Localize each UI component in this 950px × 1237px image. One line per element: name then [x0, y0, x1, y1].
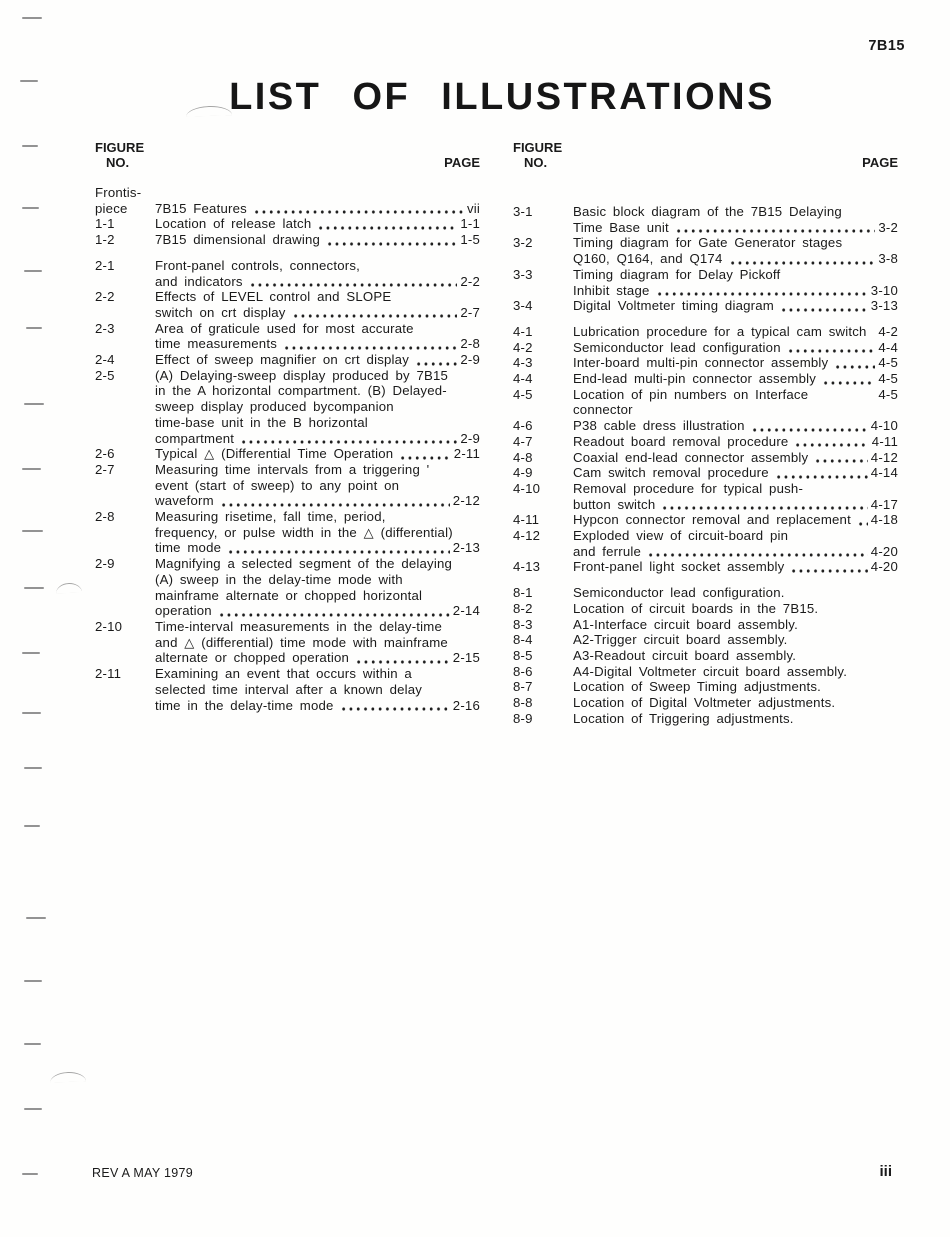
dot-leader: [340, 698, 450, 714]
figure-number: 2-3: [95, 320, 115, 336]
title-text: Examining an event that occurs within a: [155, 666, 412, 682]
title-text: Readout board removal procedure: [573, 433, 789, 449]
figure-title: [573, 601, 898, 617]
dot-leader: [794, 434, 868, 450]
dot-leader: [751, 418, 868, 434]
scan-dash-mark: [20, 80, 38, 82]
title-text: A2-Trigger circuit board assembly.: [573, 632, 788, 648]
toc-entry: [513, 559, 898, 575]
figure-title: [573, 450, 898, 466]
figure-number: 4-2: [513, 339, 533, 355]
title-text: selected time interval after a known delay: [155, 681, 423, 697]
toc-entry: [513, 371, 898, 387]
no-header-label: NO.: [106, 155, 130, 170]
dot-leader: [253, 201, 464, 217]
figure-number: 8-1: [513, 585, 533, 601]
figure-number: 4-11: [513, 512, 540, 528]
page-number: 2-9: [460, 352, 480, 368]
figure-title: [155, 201, 480, 217]
dot-leader: [647, 544, 868, 560]
figure-number: 2-5: [95, 367, 115, 383]
page-title: LIST OF ILLUSTRATIONS: [229, 76, 775, 118]
figure-number: 4-1: [513, 323, 533, 339]
toc-entry: [95, 619, 480, 666]
figure-title: [155, 666, 480, 713]
title-text: (A) Delaying-sweep display produced by 7B15: [155, 367, 449, 383]
title-text: Location of release latch: [155, 216, 312, 232]
doc-reference: 7B15: [868, 38, 905, 54]
column-header: [95, 140, 480, 170]
title-text: Digital Voltmeter timing diagram: [573, 298, 774, 314]
toc-entries: [513, 204, 898, 727]
title-text: Time-interval measurements in the delay-time: [155, 618, 443, 634]
page-number: 2-11: [453, 446, 480, 462]
dot-leader: [415, 352, 457, 368]
toc-entry: [513, 648, 898, 664]
title-text: Semiconductor lead configuration: [573, 339, 781, 355]
figure-number: 2-7: [95, 461, 115, 477]
toc-entry: [95, 232, 480, 248]
page-number: 2-2: [460, 273, 480, 289]
toc-entry: [513, 617, 898, 633]
figure-number: 4-10: [513, 480, 541, 496]
dot-leader: [729, 251, 876, 267]
no-header-label: NO.: [524, 155, 548, 170]
title-text: time measurements: [155, 336, 277, 352]
title-text: Location of pin numbers on Interface connector: [573, 386, 815, 418]
figure-title: [155, 368, 480, 447]
dot-leader: [292, 305, 458, 321]
title-text: Exploded view of circuit-board pin: [573, 528, 789, 544]
toc-entry: [513, 512, 898, 528]
figure-no-header: [513, 140, 562, 170]
scan-dash-mark: [24, 403, 44, 405]
title-text: operation: [155, 603, 212, 619]
title-text: time in the delay-time mode: [155, 697, 334, 713]
title-text: button switch: [573, 496, 656, 512]
dot-leader: [790, 559, 867, 575]
figure-title: [573, 204, 898, 235]
page-number: 2-16: [452, 697, 480, 713]
figure-number: 2-9: [95, 556, 115, 572]
title-text: Measuring time intervals from a triggering ': [155, 461, 430, 477]
figure-number: 4-12: [513, 528, 541, 544]
figure-title: [573, 418, 898, 434]
figure-number: 1-1: [95, 216, 115, 232]
figure-no-header: [95, 140, 144, 170]
page-number: vii: [466, 200, 480, 216]
dot-leader: [220, 493, 450, 509]
figure-title: [573, 559, 898, 575]
title-text: Semiconductor lead configuration.: [573, 585, 785, 601]
toc-entry: [513, 324, 898, 340]
scan-dash-mark: [24, 587, 44, 589]
figure-title: [155, 556, 480, 619]
figure-title: [573, 679, 898, 695]
figure-title: [573, 695, 898, 711]
scan-curve-mark: [50, 1071, 86, 1082]
figure-number: 8-3: [513, 616, 533, 632]
toc-entry: [95, 462, 480, 509]
scan-dash-mark: [22, 145, 38, 147]
title-text: Typical △ (Differential Time Operation: [155, 446, 394, 462]
figure-number: 2-10: [95, 618, 123, 634]
page-number: 4-20: [870, 559, 898, 575]
toc-entry: [513, 235, 898, 266]
toc-entry: [513, 664, 898, 680]
page-number: 4-4: [878, 339, 898, 355]
dot-leader: [822, 371, 875, 387]
figure-title: [573, 528, 898, 559]
scan-dash-mark: [24, 767, 42, 769]
title-text: Cam switch removal procedure: [573, 465, 769, 481]
figure-number: 3-3: [513, 266, 533, 282]
dot-leader: [326, 232, 457, 248]
figure-title: [573, 512, 898, 528]
figure-number: 8-6: [513, 663, 533, 679]
figure-title: [573, 617, 898, 633]
scan-curve-mark: [56, 583, 82, 594]
toc-entry: [513, 679, 898, 695]
figure-title: [155, 216, 480, 232]
scan-dash-mark: [26, 917, 46, 919]
title-text: alternate or chopped operation: [155, 650, 350, 666]
page-number: 1-5: [460, 232, 480, 248]
page-number: 4-5: [878, 386, 898, 402]
title-text: Location of Triggering adjustments.: [573, 710, 794, 726]
figure-title: [155, 619, 480, 666]
title-text: Magnifying a selected segment of the delaying: [155, 556, 453, 572]
toc-column-right: [513, 140, 898, 727]
toc-entry: [95, 446, 480, 462]
toc-entry: [513, 585, 898, 601]
dot-leader: [240, 431, 457, 447]
page-number: 4-11: [871, 433, 898, 449]
page-number: 4-2: [878, 323, 898, 339]
page-number: 3-8: [878, 251, 898, 267]
figure-number: 2-8: [95, 509, 115, 525]
scan-dash-mark: [26, 327, 42, 329]
title-text: Inter-board multi-pin connector assembly: [573, 355, 829, 371]
title-text: 7B15 Features: [155, 200, 247, 216]
toc-column-left: [95, 140, 480, 713]
title-text: Location of Sweep Timing adjustments.: [573, 679, 822, 695]
toc-entry: [95, 368, 480, 447]
toc-entries: [95, 185, 480, 713]
page-number: 3-10: [870, 282, 898, 298]
page-number: 4-5: [878, 355, 898, 371]
title-text: event (start of sweep) to any point on: [155, 477, 400, 493]
dot-leader: [355, 650, 450, 666]
page-number: 4-18: [870, 512, 898, 528]
title-text: Effects of LEVEL control and SLOPE: [155, 289, 392, 305]
page-number-footer: iii: [879, 1163, 892, 1180]
dot-leader: [661, 497, 867, 513]
scan-dash-mark: [24, 825, 40, 827]
title-text: Coaxial end-lead connector assembly: [573, 449, 809, 465]
dot-leader: [857, 512, 868, 528]
figure-number: 2-2: [95, 289, 115, 305]
dot-leader: [249, 274, 458, 290]
title-text: compartment: [155, 430, 235, 446]
figure-number: 4-9: [513, 465, 533, 481]
figure-title: [573, 664, 898, 680]
title-text: Basic block diagram of the 7B15 Delaying: [573, 204, 842, 219]
toc-entry: [513, 267, 898, 298]
page-number: 2-8: [460, 336, 480, 352]
title-text: Front-panel light socket assembly: [573, 559, 785, 575]
figure-number: 4-8: [513, 449, 533, 465]
title-text: frequency, or pulse width in the △ (differential): [155, 524, 453, 540]
title-text: Location of circuit boards in the 7B15.: [573, 600, 819, 616]
toc-entry: [513, 450, 898, 466]
title-text: and ferrule: [573, 543, 642, 559]
title-text: 7B15 dimensional drawing: [155, 232, 321, 248]
figure-title: [155, 232, 480, 248]
toc-entry: [95, 321, 480, 352]
figure-title: [573, 324, 898, 340]
dot-leader: [814, 450, 867, 466]
figure-number: 8-2: [513, 600, 533, 616]
scan-dash-mark: [22, 530, 43, 532]
toc-entry: [95, 185, 480, 201]
page-number: 2-14: [452, 603, 480, 619]
title-text: Location of Digital Voltmeter adjustments.: [573, 695, 836, 711]
figure-title: [573, 387, 898, 418]
scan-dash-mark: [24, 980, 42, 982]
scan-dash-mark: [24, 270, 42, 272]
scan-dash-mark: [22, 712, 41, 714]
title-text: and indicators: [155, 273, 243, 289]
title-text: P38 cable dress illustration: [573, 418, 745, 434]
title-text: time-base unit in the B horizontal: [155, 414, 368, 430]
toc-entry: [513, 434, 898, 450]
toc-entry: [95, 289, 480, 320]
dot-leader: [317, 216, 457, 232]
title-text: A3-Readout circuit board assembly.: [573, 647, 797, 663]
title-text: mainframe alternate or chopped horizontal: [155, 587, 423, 603]
page-number: 1-1: [460, 216, 480, 232]
figure-header-label: FIGURE: [513, 140, 563, 155]
dot-leader: [283, 336, 457, 352]
figure-title: [155, 446, 480, 462]
title-text: Timing diagram for Delay Pickoff: [573, 266, 781, 282]
page-number: 3-2: [878, 219, 898, 235]
title-text: waveform: [155, 493, 214, 509]
toc-entry: [513, 204, 898, 235]
figure-title: [573, 711, 898, 727]
title-text: switch on crt display: [155, 304, 286, 320]
toc-entry: [513, 528, 898, 559]
figure-number: 8-7: [513, 679, 533, 695]
figure-title: [155, 352, 480, 368]
figure-number: 3-4: [513, 298, 533, 314]
title-text: Inhibit stage: [573, 282, 650, 298]
figure-title: [155, 289, 480, 320]
figure-number: 8-8: [513, 695, 533, 711]
title-text: End-lead multi-pin connector assembly: [573, 371, 817, 387]
toc-entry: [95, 556, 480, 619]
page-number: 3-13: [870, 298, 898, 314]
scan-dash-mark: [22, 207, 39, 209]
scan-dash-mark: [22, 1173, 38, 1175]
revision-text: REV A MAY 1979: [92, 1166, 194, 1180]
figure-number: Frontis-: [95, 185, 142, 200]
toc-entry: [513, 465, 898, 481]
page-number: 4-20: [870, 543, 898, 559]
figure-number: 4-4: [513, 371, 533, 387]
dot-leader: [775, 465, 868, 481]
toc-entry: [513, 418, 898, 434]
title-text: Front-panel controls, connectors,: [155, 257, 360, 273]
dot-leader: [834, 355, 875, 371]
dot-leader: [780, 298, 868, 314]
figure-title: [573, 355, 898, 371]
title-text: Lubrication procedure for a typical cam switch: [573, 323, 867, 339]
figure-number: 4-7: [513, 433, 533, 449]
figure-title: [573, 465, 898, 481]
toc-entry: [513, 298, 898, 314]
figure-title: [573, 481, 898, 512]
page-number: 4-5: [878, 371, 898, 387]
figure-number: 2-6: [95, 446, 115, 462]
scan-dash-mark: [24, 1043, 41, 1045]
figure-number: 4-3: [513, 355, 533, 371]
figure-title: [573, 585, 898, 601]
figure-title: [573, 632, 898, 648]
title-text: Time Base unit: [573, 219, 669, 235]
title-text: A4-Digital Voltmeter circuit board assembly.: [573, 663, 848, 679]
figure-number: 2-1: [95, 257, 115, 273]
page-header-label: PAGE: [862, 155, 898, 170]
title-text: Removal procedure for typical push-: [573, 480, 804, 496]
toc-entry: [513, 340, 898, 356]
toc-entry: [95, 666, 480, 713]
title-text: Measuring risetime, fall time, period,: [155, 509, 386, 525]
figure-title: [155, 321, 480, 352]
figure-title: [573, 298, 898, 314]
title-text: time mode: [155, 540, 222, 556]
page-number: 4-10: [870, 418, 898, 434]
scan-dash-mark: [22, 468, 41, 470]
figure-number: 4-13: [513, 559, 541, 575]
page-number: 4-12: [870, 449, 898, 465]
title-text: (A) sweep in the delay-time mode with: [155, 571, 403, 587]
scan-dash-mark: [22, 17, 42, 19]
figure-number: 3-2: [513, 235, 533, 251]
figure-title: [573, 235, 898, 266]
figure-title: [155, 185, 480, 201]
page-number: 2-7: [460, 304, 480, 320]
figure-title: [155, 258, 480, 289]
page-number: 2-12: [452, 493, 480, 509]
title-text: and △ (differential) time mode with mainframe: [155, 634, 448, 650]
figure-number: 8-5: [513, 647, 533, 663]
figure-title: [573, 434, 898, 450]
page-header-label: PAGE: [444, 155, 480, 170]
figure-number: 8-9: [513, 710, 533, 726]
figure-number: 8-4: [513, 632, 533, 648]
dot-leader: [399, 446, 450, 462]
toc-entry: [513, 695, 898, 711]
toc-entry: [513, 387, 898, 418]
figure-number: 2-4: [95, 352, 115, 368]
title-text: A1-Interface circuit board assembly.: [573, 616, 798, 632]
figure-header-label: FIGURE: [95, 140, 145, 155]
figure-number: 2-11: [95, 666, 122, 682]
figure-number: 3-1: [513, 204, 533, 219]
figure-title: [573, 267, 898, 298]
toc-entry: [95, 352, 480, 368]
figure-title: [573, 340, 898, 356]
title-text: Q160, Q164, and Q174: [573, 251, 723, 267]
toc-entry: [513, 601, 898, 617]
toc-entry: [513, 481, 898, 512]
toc-entry: [513, 355, 898, 371]
toc-entry: [95, 258, 480, 289]
title-text: Hypcon connector removal and replacement: [573, 512, 851, 528]
title-text: in the A horizontal compartment. (B) Delayed-: [155, 383, 447, 399]
scan-dash-mark: [24, 1108, 42, 1110]
toc-entry: [513, 632, 898, 648]
figure-number: 4-5: [513, 386, 533, 402]
title-text: Timing diagram for Gate Generator stages: [573, 235, 843, 251]
dot-leader: [218, 603, 450, 619]
toc-entry: [95, 201, 480, 217]
figure-title: [573, 371, 898, 387]
column-header: [513, 140, 898, 170]
figure-number: 1-2: [95, 232, 115, 248]
figure-number: 4-6: [513, 418, 533, 434]
figure-title: [573, 648, 898, 664]
page-number: 4-17: [870, 496, 898, 512]
toc-entry: [95, 216, 480, 232]
dot-leader: [656, 283, 868, 299]
title-text: sweep display produced bycompanion: [155, 399, 394, 415]
dot-leader: [787, 340, 876, 356]
scan-dash-mark: [22, 652, 40, 654]
figure-title: [155, 462, 480, 509]
leader-spacer: [867, 324, 879, 340]
page-number: 2-13: [452, 540, 480, 556]
title-text: Effect of sweep magnifier on crt display: [155, 352, 409, 368]
dot-leader: [227, 540, 450, 556]
page-number: 2-9: [460, 430, 480, 446]
page-number: 4-14: [870, 465, 898, 481]
toc-entry: [513, 711, 898, 727]
dot-leader: [675, 220, 875, 236]
toc-entry: [95, 509, 480, 556]
figure-title: [155, 509, 480, 556]
figure-number: piece: [95, 200, 128, 216]
title-text: Area of graticule used for most accurate: [155, 320, 414, 336]
page-number: 2-15: [452, 650, 480, 666]
